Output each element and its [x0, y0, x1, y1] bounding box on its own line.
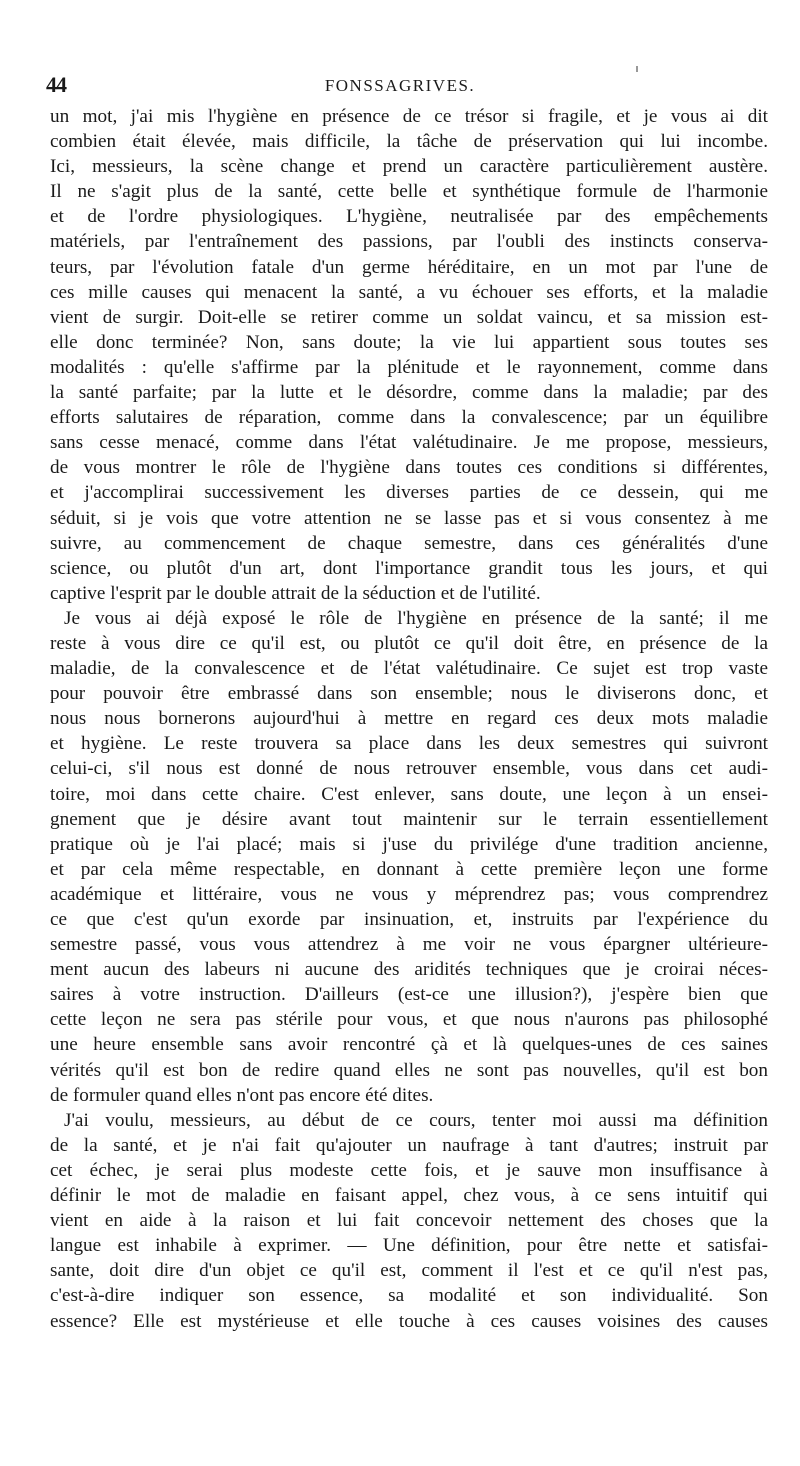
text-line: celui-ci, s'il nous est donné de nous retrouver ensemble, vous dans cet audi- — [50, 758, 768, 780]
text-line: définir le mot de maladie en faisant appel, chez vous, à ce sens intuitif qui — [50, 1185, 768, 1207]
text-line: de vous montrer le rôle de l'hygiène dans toutes ces conditions si différentes, — [50, 457, 768, 479]
text-line: gnement que je désire avant tout maintenir sur le terrain essentiellement — [50, 808, 768, 830]
text-line: captive l'esprit par le double attrait de la séduction et de l'utilité. — [50, 582, 541, 604]
text-line: ment aucun des labeurs ni aucune des aridités techniques que je croirai néces- — [50, 959, 768, 981]
text-line: séduit, si je vois que votre attention ne se lasse pas et si vous consentez à me — [50, 507, 768, 529]
text-line: Il ne s'agit plus de la santé, cette belle et synthétique formule de l'harmonie — [50, 181, 768, 203]
text-line: Je vous ai déjà exposé le rôle de l'hygiène en présence de la santé; il me — [64, 607, 768, 629]
text-line: semestre passé, vous vous attendrez à me voir ne vous épargner ultérieure- — [50, 934, 768, 956]
text-line: vient de surgir. Doit-elle se retirer comme un soldat vaincu, et sa mission est- — [50, 306, 768, 328]
text-line: saires à votre instruction. D'ailleurs (est-ce une illusion?), j'espère bien que — [50, 984, 768, 1006]
text-line: combien était élevée, mais difficile, la tâche de préservation qui lui incombe. — [50, 131, 768, 153]
text-line: cette leçon ne sera pas stérile pour vous, et que nous n'aurons pas philosophé — [50, 1009, 768, 1031]
text-line: sante, doit dire d'un objet ce qu'il est, comment il l'est et ce qu'il n'est pas, — [50, 1260, 768, 1282]
text-line: la santé parfaite; par la lutte et le désordre, comme dans la maladie; par des — [50, 382, 768, 404]
text-line: ce que c'est qu'un exorde par insinuation, et, instruits par l'expérience du — [50, 909, 768, 930]
text-line: de formuler quand elles n'ont pas encore été dites. — [50, 1084, 434, 1106]
text-line: toire, moi dans cette chaire. C'est enlever, sans doute, une leçon à un ensei- — [50, 783, 768, 805]
text-line: reste à vous dire ce qu'il est, ou plutôt ce qu'il doit être, en présence de la — [50, 632, 768, 654]
text-line: et de l'ordre physiologiques. L'hygiène, neutralisée par des empêchements — [50, 206, 768, 228]
text-line: une heure ensemble sans avoir rencontré çà et là quelques-unes de ces saines — [50, 1034, 768, 1056]
text-line: et hygiène. Le reste trouvera sa place dans les deux semestres qui suivront — [50, 733, 768, 755]
text-line: vient en aide à la raison et lui fait concevoir nettement des choses que la — [50, 1210, 768, 1232]
text-line: nous nous bornerons aujourd'hui à mettre en regard ces deux mots maladie — [50, 708, 768, 730]
text-line: science, ou plutôt d'un art, dont l'importance grandit tous les jours, et qui — [50, 557, 768, 579]
text-line: pratique où je l'ai placé; mais si j'use du privilége d'une tradition ancienne, — [50, 833, 768, 855]
text-line: modalités : qu'elle s'affirme par la plénitude et le rayonnement, comme dans — [50, 356, 768, 378]
text-line: sans cesse menacé, comme dans l'état valétudinaire. Je me propose, messieurs, — [50, 432, 768, 454]
text-line: teurs, par l'évolution fatale d'un germe héréditaire, en un mot par l'une de — [50, 256, 768, 278]
text-line: c'est-à-dire indiquer son essence, sa modalité et son individualité. Son — [50, 1285, 768, 1307]
text-line: suivre, au commencement de chaque semestre, dans ces généralités d'une — [50, 532, 768, 554]
page-number: 44 — [46, 72, 66, 97]
body-text — [50, 104, 768, 1334]
text-line: ces mille causes qui menacent la santé, a vu échouer ses efforts, et la maladie — [50, 281, 768, 303]
running-head: FONSSAGRIVES. — [324, 76, 476, 95]
text-line: J'ai voulu, messieurs, au début de ce cours, tenter moi aussi ma définition — [64, 1109, 768, 1131]
text-line: essence? Elle est mystérieuse et elle touche à ces causes voisines des causes — [50, 1310, 768, 1332]
text-line: elle donc terminée? Non, sans doute; la vie lui appartient sous toutes ses — [50, 331, 768, 353]
text-line: et par cela même respectable, en donnant à cette première leçon une forme — [50, 858, 768, 880]
text-line: vérités qu'il est bon de redire quand elles ne sont pas nouvelles, qu'il est bon — [50, 1059, 768, 1081]
text-line: académique et littéraire, vous ne vous y méprendrez pas; vous comprendrez — [50, 883, 768, 905]
text-line: maladie, de la convalescence et de l'état valétudinaire. Ce sujet est trop vaste — [50, 658, 768, 680]
text-line: et j'accomplirai successivement les diverses parties de ce dessein, qui me — [50, 482, 768, 504]
text-line: efforts salutaires de réparation, comme dans la convalescence; par un équilibre — [50, 407, 768, 429]
print-speck — [636, 66, 638, 72]
text-line: un mot, j'ai mis l'hygiène en présence de ce trésor si fragile, et je vous ai dit — [50, 106, 768, 127]
text-line: langue est inhabile à exprimer. — Une définition, pour être nette et satisfai- — [50, 1235, 768, 1257]
text-line: cet échec, je serai plus modeste cette fois, et je sauve mon insuffisance à — [50, 1159, 768, 1181]
text-line: pour pouvoir être embrassé dans son ensemble; nous le diviserons donc, et — [50, 683, 768, 705]
text-line: Ici, messieurs, la scène change et prend un caractère particulièrement austère. — [50, 156, 768, 178]
text-line: matériels, par l'entraînement des passions, par l'oubli des instincts conserva- — [50, 231, 768, 253]
text-line: de la santé, et je n'ai fait qu'ajouter un naufrage à tant d'autres; instruit par — [50, 1134, 768, 1156]
